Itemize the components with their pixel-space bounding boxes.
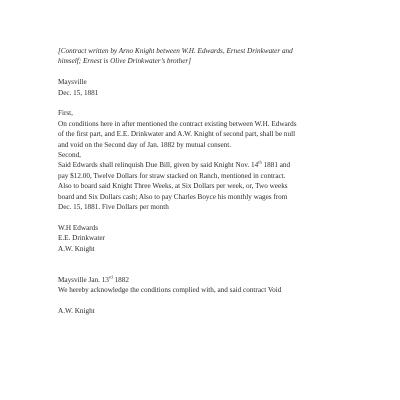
second-clause-line: Also to board said Knight Three Weeks, at Six Dollars per week, or, Two weeks xyxy=(58,182,288,191)
dateline-place: Maysville xyxy=(58,78,87,87)
acknowledgment-text: We hereby acknowledge the conditions complied with, and said contract Void xyxy=(58,286,282,295)
second-clause-line: pay $12.00, Twelve Dollars for straw stacked on Ranch, mentioned in contract. xyxy=(58,171,286,180)
first-clause-line: On conditions here in after mentioned the contract existing between W.H. Edwards xyxy=(58,119,297,128)
acknowledgment-signature: A.W. Knight xyxy=(58,307,95,316)
ordinal-suffix: th xyxy=(258,160,262,166)
editorial-note-line-2: himself; Ernest is Olive Drinkwater’s brother] xyxy=(58,57,192,66)
transcribed-contract xyxy=(58,46,358,316)
second-heading: Second, xyxy=(58,151,81,160)
second-clause-text: 1881 and xyxy=(261,161,291,170)
acknowledgment-dateline xyxy=(58,275,358,285)
ordinal-suffix: rd xyxy=(108,274,113,280)
dateline-date: Dec. 15, 1881 xyxy=(58,88,99,97)
second-clause-line: board and Six Dollars cash; Also to pay Charles Boyce his monthly wages from xyxy=(58,192,288,201)
first-heading: First, xyxy=(58,109,73,118)
signatory-name: E.E. Drinkwater xyxy=(58,234,105,243)
acknowledgment-date-text: 1882 xyxy=(112,275,129,284)
editorial-note-line-1: [Contract written by Arno Knight between W.H. Edwards, Ernest Drinkwater and xyxy=(58,47,293,55)
signatory-name: A.W. Knight xyxy=(58,244,95,253)
first-clause-line: of the first part, and E.E. Drinkwater and A.W. Knight of second part, shall be null xyxy=(58,130,296,139)
second-clause-text: Said Edwards shall relinquish Due Bill, given by said Knight Nov. 14 xyxy=(58,161,259,170)
second-clause-line xyxy=(58,160,358,170)
acknowledgment-date-text: Maysville Jan. 13 xyxy=(58,275,109,284)
second-clause-line: Dec. 15, 1881. Five Dollars per month xyxy=(58,203,169,212)
signatory-name: W.H Edwards xyxy=(58,223,99,232)
first-clause-line: and void on the Second day of Jan. 1882 by mutual consent. xyxy=(58,140,232,149)
